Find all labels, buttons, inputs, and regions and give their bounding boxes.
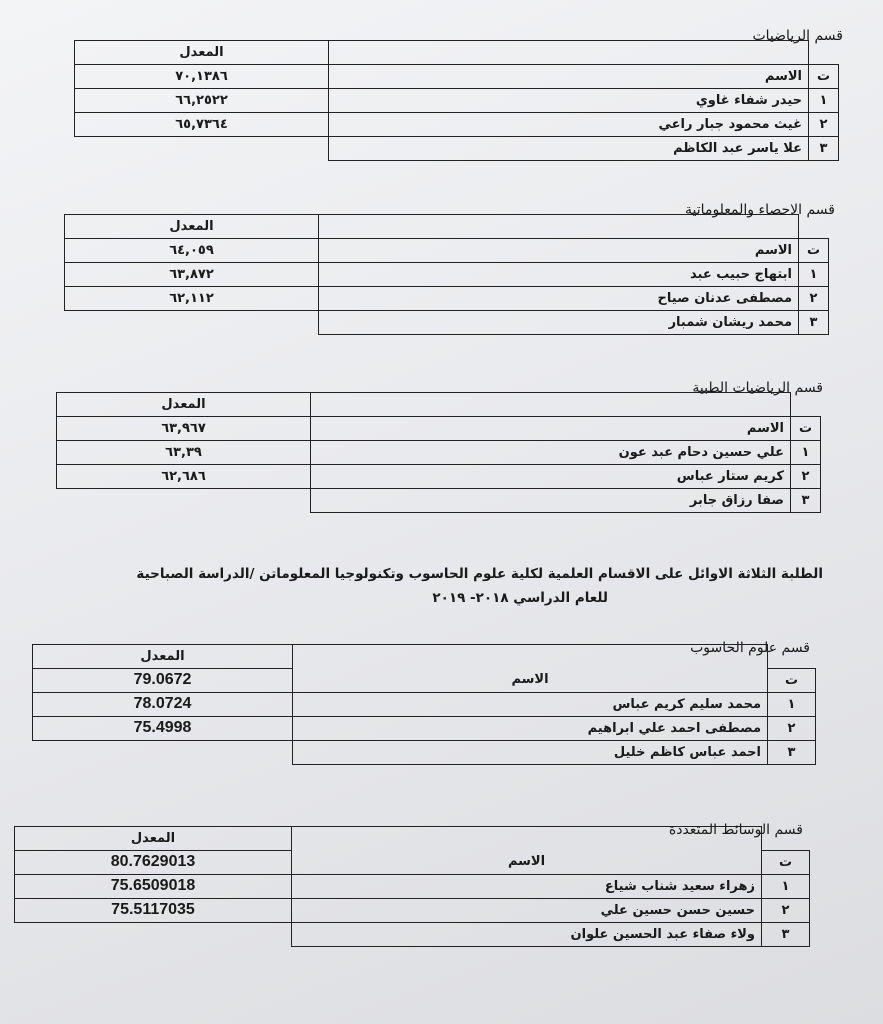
table-header-row: [15, 827, 810, 851]
index-cell: ٢: [809, 113, 839, 137]
section-title: قسم علوم الحاسوب: [690, 640, 810, 656]
table-row: [33, 692, 816, 716]
index-cell: ٣: [799, 311, 829, 335]
index-header: ت: [809, 65, 839, 89]
index-cell: ١: [799, 263, 829, 287]
avg-cell: ٦٢,٦٨٦: [57, 465, 311, 489]
name-cell: صفا رزاق جابر: [311, 489, 791, 513]
index-cell: ٣: [791, 489, 821, 513]
table-row: [15, 874, 810, 898]
section-title: قسم الرياضيات: [752, 28, 843, 44]
name-cell: احمد عباس كاظم خليل: [293, 740, 768, 764]
name-cell: علي حسين دحام عبد عون: [311, 441, 791, 465]
table-row: [33, 740, 816, 764]
name-header: الاسم: [311, 417, 791, 441]
table-row: [65, 311, 829, 335]
index-cell: ٣: [762, 922, 810, 946]
table-row: [65, 287, 829, 311]
results-table: [14, 826, 810, 947]
avg-cell: ٦٣,٩٦٧: [57, 417, 311, 441]
table-row: [75, 89, 839, 113]
table-row: [15, 898, 810, 922]
index-header: ت: [768, 668, 816, 692]
name-header: الاسم: [293, 668, 768, 692]
name-cell: حسين حسن حسين علي: [292, 898, 762, 922]
avg-cell: 75.4998: [33, 716, 293, 740]
table-row: [33, 716, 816, 740]
table-row: [57, 441, 821, 465]
name-header: الاسم: [329, 65, 809, 89]
avg-header: المعدل: [75, 41, 329, 65]
avg-header: المعدل: [33, 645, 293, 669]
avg-cell: ٦٦,٢٥٢٢: [75, 89, 329, 113]
results-table: [64, 214, 829, 335]
index-header: ت: [762, 850, 810, 874]
name-cell: ولاء صفاء عبد الحسين علوان: [292, 922, 762, 946]
avg-cell: 80.7629013: [15, 850, 292, 874]
avg-cell: ٦٤,٠٥٩: [65, 239, 319, 263]
name-cell: مصطفى عدنان صياح: [319, 287, 799, 311]
avg-cell: ٦٢,١١٢: [65, 287, 319, 311]
table-row: [75, 137, 839, 161]
avg-cell: 79.0672: [33, 668, 293, 692]
avg-cell: 75.5117035: [15, 898, 292, 922]
results-table: [56, 392, 821, 513]
index-cell: ٢: [791, 465, 821, 489]
name-cell: زهراء سعيد شناب شياع: [292, 874, 762, 898]
name-cell: كريم ستار عباس: [311, 465, 791, 489]
caption-line-2: للعام الدراسي ٢٠١٨- ٢٠١٩: [432, 590, 608, 606]
avg-cell: ٦٣,٣٩: [57, 441, 311, 465]
index-cell: ٣: [809, 137, 839, 161]
index-cell: ١: [762, 874, 810, 898]
table-subheader-row: [15, 850, 810, 874]
table-subheader-row: [57, 417, 821, 441]
index-cell: ٢: [799, 287, 829, 311]
index-header: ت: [791, 417, 821, 441]
table-subheader-row: [33, 668, 816, 692]
avg-cell: 78.0724: [33, 692, 293, 716]
avg-header: المعدل: [57, 393, 311, 417]
table-header-row: [57, 393, 821, 417]
caption-line-1: الطلبة الثلاثة الاوائل على الاقسام العلمية لكلية علوم الحاسوب وتكنولوجيا المعلوماتن /الدراسة الصباحية: [136, 566, 823, 582]
index-cell: ١: [809, 89, 839, 113]
results-table: [74, 40, 839, 161]
avg-header: المعدل: [15, 827, 292, 851]
name-cell: ابتهاج حبيب عبد: [319, 263, 799, 287]
index-cell: ٣: [768, 740, 816, 764]
name-header: الاسم: [319, 239, 799, 263]
name-cell: حيدر شفاء غاوي: [329, 89, 809, 113]
index-header: ت: [799, 239, 829, 263]
table-header-row: [75, 41, 839, 65]
results-table: [32, 644, 816, 765]
avg-header: المعدل: [65, 215, 319, 239]
table-row: [65, 263, 829, 287]
avg-cell: ٦٥,٧٣٦٤: [75, 113, 329, 137]
table-row: [75, 113, 839, 137]
avg-cell: 75.6509018: [15, 874, 292, 898]
index-cell: ١: [791, 441, 821, 465]
name-cell: غيث محمود جبار راعي: [329, 113, 809, 137]
name-cell: مصطفى احمد علي ابراهيم: [293, 716, 768, 740]
index-cell: ٢: [762, 898, 810, 922]
name-cell: محمد ريشان شمبار: [319, 311, 799, 335]
section-title: قسم الرياضيات الطبية: [692, 380, 823, 396]
table-row: [15, 922, 810, 946]
table-header-row: [65, 215, 829, 239]
table-row: [57, 489, 821, 513]
section-title: قسم الوسائط المتعددة: [668, 822, 803, 838]
index-cell: ١: [768, 692, 816, 716]
section-title: قسم الاحصاء والمعلوماتية: [685, 202, 835, 218]
table-subheader-row: [75, 65, 839, 89]
table-subheader-row: [65, 239, 829, 263]
avg-cell: ٧٠,١٣٨٦: [75, 65, 329, 89]
index-cell: ٢: [768, 716, 816, 740]
name-cell: محمد سليم كريم عباس: [293, 692, 768, 716]
table-header-row: [33, 645, 816, 669]
avg-cell: ٦٣,٨٧٢: [65, 263, 319, 287]
name-header: الاسم: [292, 850, 762, 874]
name-cell: علا ياسر عبد الكاظم: [329, 137, 809, 161]
table-row: [57, 465, 821, 489]
